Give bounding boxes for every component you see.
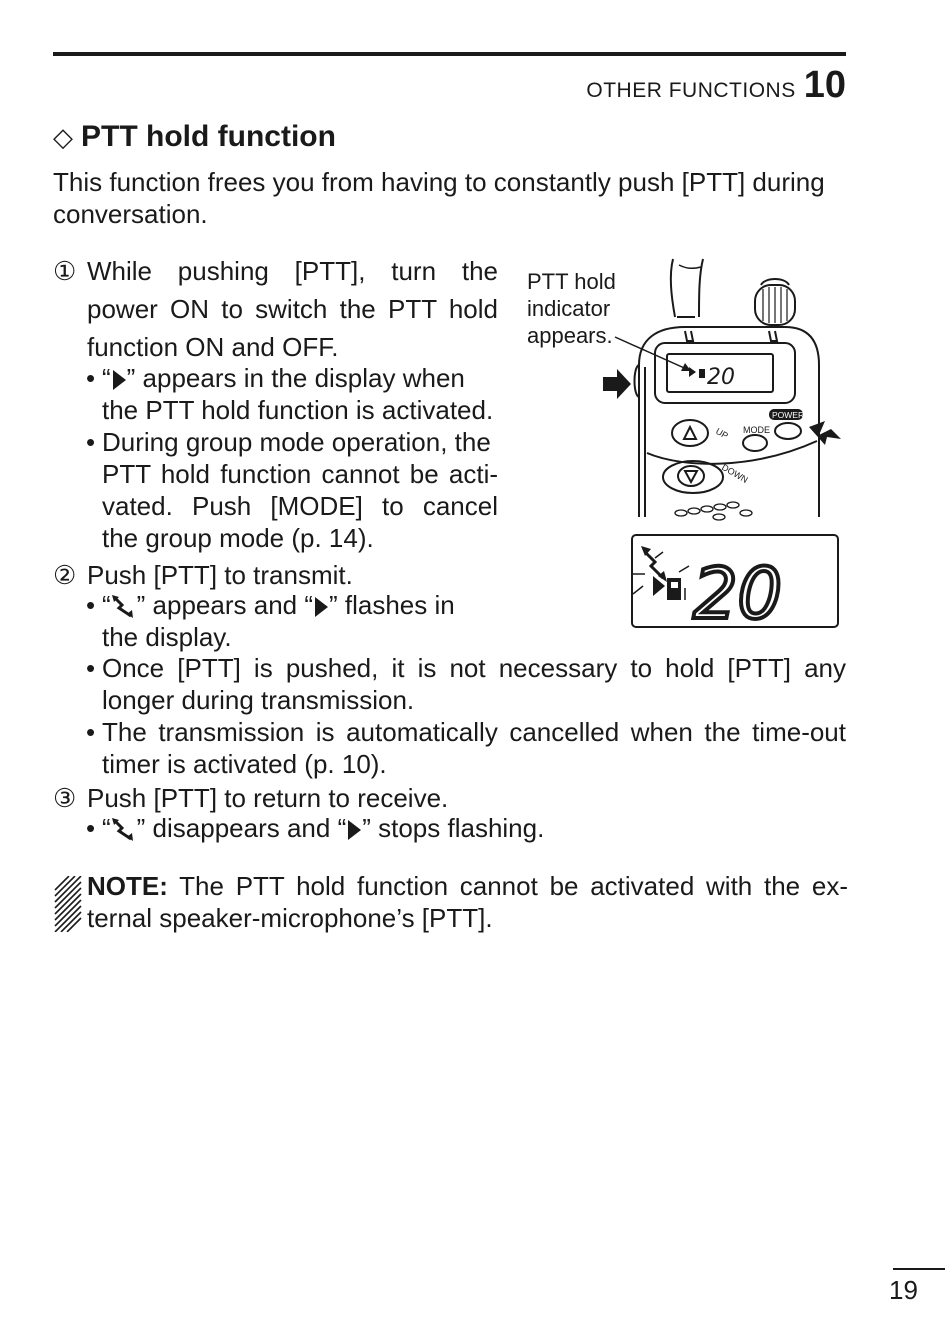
bullet-item: • “ ” disappears and “ ” stops flashing. <box>86 813 545 843</box>
note-hatch-icon <box>53 876 83 932</box>
bullet-item: • Once [PTT] is pushed, it is not necessary to hold [PTT] any longer during transmission. <box>86 653 846 715</box>
ptt-hold-indicator-icon <box>346 819 362 841</box>
note-text: The PTT hold function cannot be activated with the ex- <box>167 871 848 901</box>
step-line: Push [PTT] to transmit. <box>87 560 353 590</box>
top-rule <box>53 52 846 56</box>
up-button-label: UP <box>714 426 730 441</box>
note-label: NOTE: <box>87 871 168 901</box>
radio-illustration <box>595 255 845 523</box>
ptt-pointer-arrow-icon <box>603 369 631 399</box>
mode-button-label: MODE <box>743 425 770 435</box>
bullet-item: • “ ” appears and “ ” flashes in the display. <box>86 590 455 652</box>
transmit-indicator-icon <box>111 817 137 843</box>
diamond-icon: ◇ <box>53 121 73 152</box>
power-button-label: POWER <box>772 410 805 420</box>
step-line: power ON to switch the PTT hold <box>87 294 498 324</box>
section-name: OTHER FUNCTIONS <box>586 79 796 102</box>
radio-display-channel: 20 <box>707 365 735 390</box>
step-marker: ③ <box>53 783 77 813</box>
step-line: function ON and OFF. <box>87 332 339 362</box>
step-marker: ① <box>53 256 77 286</box>
figure-callout: PTT hold indicator appears. <box>527 269 616 348</box>
lcd-channel-number: 20 <box>693 553 783 628</box>
page-rule <box>893 1268 945 1270</box>
heading-title: PTT hold function <box>81 120 336 153</box>
step-3 <box>53 779 87 817</box>
ptt-hold-indicator-icon <box>313 596 329 618</box>
step-1 <box>53 252 87 290</box>
bullet-item: • The transmission is automatically cancelled when the time-out timer is activated (p. 10). <box>86 717 846 779</box>
section-heading <box>53 120 336 154</box>
page-number: 19 <box>889 1275 918 1305</box>
intro-paragraph: This function frees you from having to constantly push [PTT] during conversation. <box>53 167 825 229</box>
step-line: Push [PTT] to return to receive. <box>87 783 449 813</box>
transmit-indicator-icon <box>111 594 137 620</box>
section-header <box>586 64 846 107</box>
note-text: ternal speaker-microphone’s [PTT]. <box>87 903 493 933</box>
step-2 <box>53 556 87 594</box>
note <box>53 870 848 934</box>
bullet-item: • During group mode operation, the PTT hold function cannot be acti- vated. Push [MODE] to cancel the group mode (p. 14). <box>86 427 498 553</box>
section-number: 10 <box>803 64 846 106</box>
step-marker: ② <box>53 560 77 590</box>
step-1-text <box>87 252 498 366</box>
step-line: While pushing [PTT], turn the <box>87 256 498 286</box>
down-button-label: DOWN <box>720 462 750 485</box>
lcd-detail <box>631 534 839 628</box>
bullet-item: • “ ” appears in the display when the PTT hold function is activated. <box>86 363 494 425</box>
ptt-hold-indicator-icon <box>111 369 127 391</box>
